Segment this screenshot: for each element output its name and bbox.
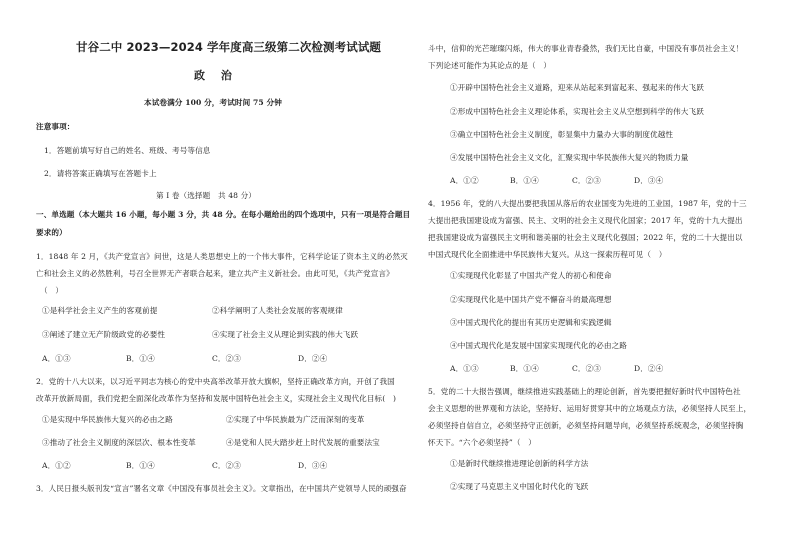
- q2-answer: B．①④: [126, 461, 155, 470]
- subject-title: 政 治: [194, 69, 238, 82]
- note-item: 2．请将答案正确填写在答题卡上: [44, 169, 157, 178]
- exam-title: 甘谷二中 2023—2024 学年度高三级第二次检测考试试题: [76, 40, 382, 54]
- exam-info: 本试卷满分 100 分，考试时间 75 分钟: [144, 98, 282, 107]
- q3-option: ④发展中国特色社会主义文化，汇聚实现中华民族伟大复兴的物质力量: [450, 153, 689, 162]
- q5-stem: 必须坚持自信自立，必须坚持守正创新，必须坚持问题导向，必须坚持系统观念，必须坚持胸: [428, 421, 744, 430]
- q5-option: ①是新时代继续推进理论创新的科学方法: [450, 459, 589, 468]
- q5-stem: 5．党的二十大报告强调，继续推进实践基础上的理论创新，首先要把握好新时代中国特色社: [428, 387, 741, 396]
- q1-option: ②科学阐明了人类社会发展的客观规律: [212, 306, 343, 315]
- q3-answer: D．③④: [634, 176, 664, 185]
- q2-option: ③推动了社会主义制度的深层次、根本性变革: [42, 438, 196, 447]
- q5-option: ②实现了马克思主义中国化时代化的飞跃: [450, 482, 589, 491]
- q1-answer: D．②④: [298, 354, 328, 363]
- q1-answer: A．①③: [42, 354, 71, 363]
- q1-answer: B．①④: [126, 354, 155, 363]
- q3-stem: 3．人民日报头版刊发“宣言”署名文章《中国没有事员社会主义》。文章指出，在中国共产党领导人民的顽强奋: [36, 484, 407, 493]
- q4-stem: 中国式现代化全面推进中华民族伟大复兴。从这一探索历程可见（ ）: [428, 250, 667, 259]
- q3-stem: 下列论述可能作为其论点的是（ ）: [428, 61, 552, 70]
- q4-answer: A．①③: [450, 364, 479, 373]
- q1-option: ①是科学社会主义产生的客观前提: [42, 306, 158, 315]
- q4-option: ②实现现代化是中国共产党不懈奋斗的最高理想: [450, 295, 612, 304]
- notes-heading: 注意事项：: [36, 122, 75, 131]
- q2-option: ②实现了中华民族最为广泛而深刻的变革: [226, 415, 365, 424]
- q3-option: ②形成中国特色社会主义理论体系，实现社会主义从空想到科学的伟大飞跃: [450, 107, 704, 116]
- q2-answer: A．①②: [42, 461, 71, 470]
- q4-answer: C．②③: [572, 364, 601, 373]
- q2-stem: 改革开放新局面，我们党把全面深化改革作为坚持和发展中国特色社会主义，实现社会主义现代化目标( ): [36, 394, 397, 403]
- q1-stem: 1．1848 年 2 月，《共产党宣言》问世，这是人类思想史上的一个伟大事件，它科学论证了资本主义的必然灭: [36, 252, 408, 261]
- q1-stem: （ ）: [40, 286, 64, 295]
- q4-stem: 4．1956 年，党的八大提出要把我国从落后的农业国变为先进的工业国，1987 年，党的十三: [428, 199, 747, 208]
- q2-option: ①是实现中华民族伟大复兴的必由之路: [42, 415, 173, 424]
- q4-option: ①实现现代化彰显了中国共产党人的初心和使命: [450, 271, 612, 280]
- q5-stem: 怀天下。“六个必须坚持”（ ）: [428, 438, 536, 447]
- q5-stem: 会主义思想的世界观和方法论，坚持好、运用好贯穿其中的立场观点方法，必须坚持人民至上，: [428, 404, 752, 413]
- q2-answer: D．③④: [298, 461, 328, 470]
- q3-answer: A．①②: [450, 176, 479, 185]
- section-title: 第 I 卷（选择题 共 48 分）: [156, 191, 256, 200]
- q2-option: ④是党和人民大踏步赶上时代发展的重要法宝: [226, 438, 380, 447]
- q3-stem: 斗中，信仰的光芒璀璨闪烁，伟大的事业青春叠然，我们无比自豪，中国没有事员社会主义！: [428, 44, 744, 53]
- q4-option: ④中国式现代化是发展中国家实现现代化的必由之路: [450, 341, 627, 350]
- q3-answer: B．①④: [510, 176, 539, 185]
- q2-stem: 2．党的十八大以来，以习近平同志为核心的党中央高举改革开放大旗帜，坚持正确改革方向，开创了我国: [36, 377, 395, 386]
- q3-answer: C．②③: [572, 176, 601, 185]
- q4-option: ③中国式现代化的提出有其历史逻辑和实践逻辑: [450, 318, 612, 327]
- section-instructions-cont: 要求的）: [36, 228, 67, 237]
- q4-answer: B．①④: [510, 364, 539, 373]
- section-instructions: 一、单选题（本大题共 16 小题，每小题 3 分，共 48 分。在每小题给出的四个选项中，只有一项是符合题目: [36, 210, 411, 219]
- q1-answer: C．②③: [212, 354, 241, 363]
- q1-option: ③阐述了建立无产阶级政党的必要性: [42, 330, 166, 339]
- q4-answer: D．②④: [634, 364, 664, 373]
- q4-stem: 把我国建设成为富强民主文明和谐美丽的社会主义现代化强国；2022 年，党的二十大提出以: [428, 233, 743, 242]
- q1-stem: 亡和社会主义的必然胜利，号召全世界无产者联合起来，建立共产主义新社会。由此可见，《共产党宣言》: [36, 269, 394, 278]
- q3-option: ①开辟中国特色社会主义道路，迎来从站起来到富起来、强起来的伟大飞跃: [450, 83, 704, 92]
- q3-option: ③确立中国特色社会主义制度，彰显集中力量办大事的制度优越性: [450, 130, 674, 139]
- q4-stem: 大提出把我国建设成为富强、民主、文明的社会主义现代化国家；2017 年，党的十九大提出: [428, 216, 743, 225]
- q1-option: ④实现了社会主义从理论到实践的伟大飞跃: [212, 330, 359, 339]
- q2-answer: C．②③: [212, 461, 241, 470]
- note-item: 1．答题前填写好自己的姓名、班级、考号等信息: [44, 146, 211, 155]
